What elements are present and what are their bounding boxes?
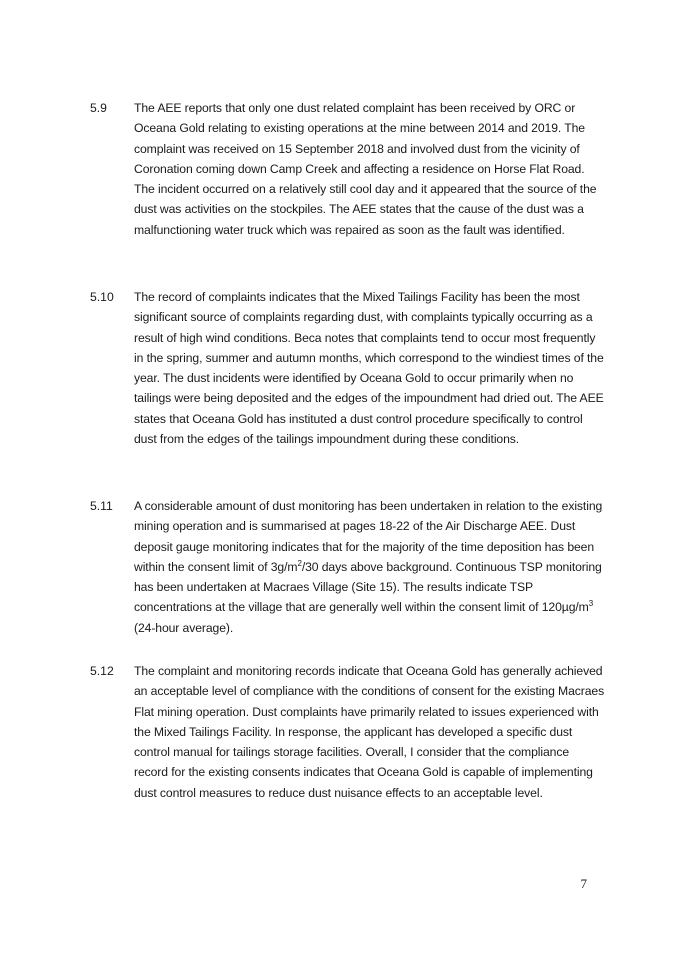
paragraph-text: The record of complaints indicates that the Mixed Tailings Facility has been the most significant source of complaints regarding dust, with complaints typically occurring as a result of high wind conditions. Beca notes that complaints tend to occur most frequently in the spring, summer and autumn months, which correspond to the windiest times of the year. The dust incidents were identified by Oceana Gold to occur primarily when no tailings were being deposited and the edges of the impoundment had dried out. The AEE states that Oceana Gold has instituted a dust control procedure specifically to control dust from the edges of the tailings impoundment during these conditions. — [134, 290, 604, 447]
paragraph-number: 5.12 — [90, 664, 114, 678]
paragraph-5-10 — [90, 287, 605, 449]
paragraph-text: The complaint and monitoring records indicate that Oceana Gold has generally achieved an acceptable level of compliance with the conditions of consent for the existing Macraes Flat mining operation. Dust complaints have primarily related to issues experienced with the Mixed Tailings Facility. In response, the applicant has developed a specific dust control manual for tailings storage facilities. Overall, I consider that the compliance record for the existing consents indicates that Oceana Gold is capable of implementing dust control measures to reduce dust nuisance effects to an acceptable level. — [134, 664, 605, 800]
paragraph-text-part: (24-hour average). — [134, 620, 234, 635]
paragraph-5-12 — [90, 661, 605, 803]
paragraph-5-9 — [90, 98, 605, 240]
paragraph-text: The AEE reports that only one dust related complaint has been received by ORC or Oceana Gold relating to existing operations at the mine between 2014 and 2019. The complaint was received on 15 September 2018 and involved dust from the vicinity of Coronation coming down Camp Creek and affecting a residence on Horse Flat Road. The incident occurred on a relatively still cool day and it appeared that the source of the dust was activities on the stockpiles. The AEE states that the cause of the dust was a malfunctioning water truck which was repaired as soon as the fault was identified. — [134, 101, 597, 237]
superscript: 2 — [297, 558, 302, 568]
paragraph-5-11 — [90, 496, 605, 638]
paragraph-number: 5.11 — [90, 499, 113, 513]
paragraph-text-part: A considerable amount of dust monitoring has been undertaken in relation to the existing mining operation and is summarised at pages 18-22 of the Air Discharge AEE. Dust deposit gauge monitoring indicates that for the majority of the time deposition has been within the consent limit of 3g/m — [134, 499, 603, 574]
superscript: 3 — [588, 599, 594, 609]
paragraph-number: 5.10 — [90, 290, 114, 304]
paragraph-text — [134, 496, 605, 638]
page-number: 7 — [580, 876, 587, 891]
paragraph-number: 5.9 — [90, 101, 107, 115]
paragraph-text-part: /30 days above background. Continuous TSP monitoring has been undertaken at Macraes Village (Site 15). The results indicate TSP concentrations at the village that are generally well within the consent limit of 120µg/m — [134, 559, 602, 615]
